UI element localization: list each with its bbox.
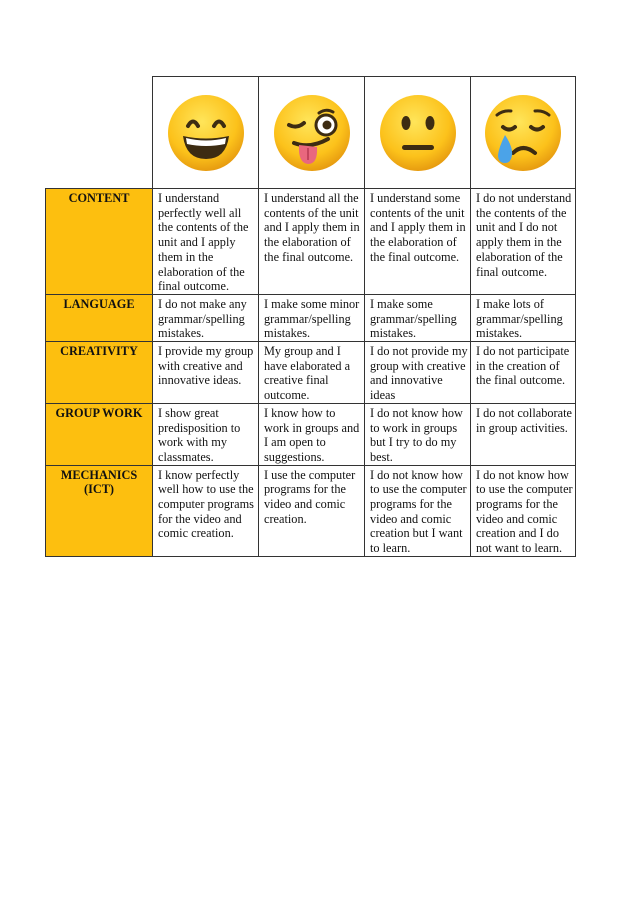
descriptor-cell: I make some grammar/spelling mistakes. bbox=[365, 294, 471, 341]
descriptor-cell: I do not know how to use the computer programs for the video and comic creation and I do not want to learn. bbox=[471, 465, 576, 556]
crying-face-icon bbox=[483, 93, 563, 173]
level-4-header bbox=[471, 77, 576, 189]
descriptor-cell: I know how to work in groups and I am open to suggestions. bbox=[259, 403, 365, 465]
rubric-row-language bbox=[46, 294, 576, 341]
descriptor-cell: I do not provide my group with creative and innovative ideas bbox=[365, 342, 471, 404]
rubric-row-content bbox=[46, 189, 576, 295]
grinning-face-icon bbox=[166, 93, 246, 173]
rubric-row-group-work bbox=[46, 403, 576, 465]
rubric-row-creativity bbox=[46, 342, 576, 404]
descriptor-cell: I understand some contents of the unit and I apply them in the elaboration of the final outcome. bbox=[365, 189, 471, 295]
rubric-row-mechanics bbox=[46, 465, 576, 556]
descriptor-cell: I understand all the contents of the unit and I apply them in the elaboration of the final outcome. bbox=[259, 189, 365, 295]
descriptor-cell: I do not understand the contents of the unit and I do not apply them in the elaboration of the final outcome. bbox=[471, 189, 576, 295]
level-1-header bbox=[153, 77, 259, 189]
descriptor-cell: My group and I have elaborated a creative final outcome. bbox=[259, 342, 365, 404]
descriptor-cell: I make lots of grammar/spelling mistakes. bbox=[471, 294, 576, 341]
neutral-face-icon bbox=[378, 93, 458, 173]
criterion-language: LANGUAGE bbox=[46, 294, 153, 341]
emoji-header-row bbox=[46, 77, 576, 189]
criterion-group-work: GROUP WORK bbox=[46, 403, 153, 465]
descriptor-cell: I do not participate in the creation of the final outcome. bbox=[471, 342, 576, 404]
criterion-content: CONTENT bbox=[46, 189, 153, 295]
level-2-header bbox=[259, 77, 365, 189]
descriptor-cell: I do not collaborate in group activities. bbox=[471, 403, 576, 465]
descriptor-cell: I know perfectly well how to use the computer programs for the video and comic creation. bbox=[153, 465, 259, 556]
winking-tongue-face-icon bbox=[272, 93, 352, 173]
criterion-mechanics: MECHANICS (ICT) bbox=[46, 465, 153, 556]
descriptor-cell: I provide my group with creative and innovative ideas. bbox=[153, 342, 259, 404]
rubric-table bbox=[45, 76, 576, 557]
descriptor-cell: I do not make any grammar/spelling mistakes. bbox=[153, 294, 259, 341]
descriptor-cell: I use the computer programs for the video and comic creation. bbox=[259, 465, 365, 556]
descriptor-cell: I do not know how to use the computer programs for the video and comic creation but I want to learn. bbox=[365, 465, 471, 556]
descriptor-cell: I do not know how to work in groups but I try to do my best. bbox=[365, 403, 471, 465]
criterion-creativity: CREATIVITY bbox=[46, 342, 153, 404]
level-3-header bbox=[365, 77, 471, 189]
descriptor-cell: I show great predisposition to work with my classmates. bbox=[153, 403, 259, 465]
descriptor-cell: I understand perfectly well all the contents of the unit and I apply them in the elaboration of the final outcome. bbox=[153, 189, 259, 295]
descriptor-cell: I make some minor grammar/spelling mistakes. bbox=[259, 294, 365, 341]
header-corner-cell bbox=[46, 77, 153, 189]
